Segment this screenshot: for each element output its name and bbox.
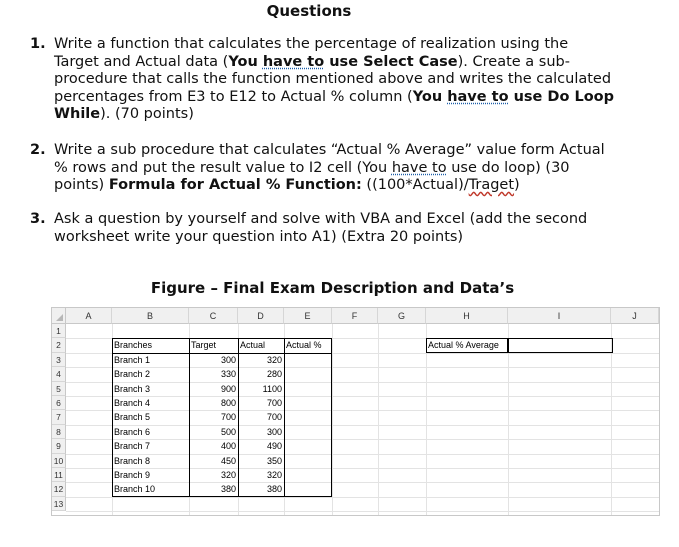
question-text: Ask a question by yourself and solve with VBA and Excel (add the second worksheet write your question into A1) (Extra 20 points) (54, 211, 588, 245)
actual-value-cell[interactable]: 700 (266, 412, 282, 423)
document-title: Questions (266, 2, 352, 20)
actual-value-cell[interactable]: 350 (266, 455, 282, 466)
actual-value-cell[interactable]: 300 (266, 426, 282, 437)
row-header-4[interactable]: 4 (52, 367, 66, 381)
column-header-d[interactable]: D (238, 308, 284, 324)
table-column-border (189, 338, 190, 496)
target-value-cell[interactable]: 330 (220, 369, 236, 380)
row-header-7[interactable]: 7 (52, 410, 66, 424)
gridline (332, 324, 333, 515)
header-cell-actual-percent[interactable]: Actual % (286, 340, 322, 351)
row-header-1[interactable]: 1 (52, 324, 66, 338)
column-header-g[interactable]: G (378, 308, 426, 324)
row-header-6[interactable]: 6 (52, 396, 66, 410)
row-header-12[interactable]: 12 (52, 482, 66, 496)
header-cell-target[interactable]: Target (191, 340, 217, 351)
question-number: 3. (30, 211, 46, 227)
target-value-cell[interactable]: 300 (220, 354, 236, 365)
table-column-border (284, 338, 285, 496)
actual-value-cell[interactable]: 320 (266, 354, 282, 365)
target-value-cell[interactable]: 400 (220, 441, 236, 452)
data-table-border (112, 338, 332, 496)
actual-value-cell[interactable]: 700 (266, 398, 282, 408)
gridline (66, 497, 659, 498)
question-text: Write a sub procedure that calculates “Actual % Average” value form Actual % rows and put the result value to I2 cell (You have to use do loop) (30 points) Formula for Actual % Function: ((100*Actual)/Traget) (54, 142, 605, 193)
branch-name-cell[interactable]: Branch 5 (114, 412, 151, 423)
branch-name-cell[interactable]: Branch 6 (114, 426, 151, 437)
actual-value-cell[interactable]: 490 (266, 441, 282, 452)
target-value-cell[interactable]: 320 (220, 470, 236, 480)
actual-average-label-cell[interactable]: Actual % Average (428, 340, 499, 351)
header-cell-branches[interactable]: Branches (114, 340, 153, 351)
column-header-f[interactable]: F (332, 308, 378, 324)
actual-value-cell[interactable]: 1100 (262, 383, 282, 394)
gridline (66, 511, 659, 512)
question-number: 2. (30, 142, 46, 158)
actual-average-label-border (426, 338, 508, 352)
row-header-2[interactable]: 2 (52, 338, 66, 352)
row-header-13[interactable]: 13 (52, 497, 66, 511)
column-header-j[interactable]: J (611, 308, 659, 324)
branch-name-cell[interactable]: Branch 8 (114, 455, 151, 466)
question-2 (30, 142, 615, 195)
spreadsheet (51, 307, 660, 516)
branch-name-cell[interactable]: Branch 4 (114, 398, 151, 408)
row-header-11[interactable]: 11 (52, 468, 66, 482)
table-header-border (112, 353, 332, 354)
row-header-5[interactable]: 5 (52, 382, 66, 396)
gridline (378, 324, 379, 515)
actual-value-cell[interactable]: 380 (266, 484, 282, 495)
target-value-cell[interactable]: 700 (220, 412, 236, 423)
column-header-b[interactable]: B (112, 308, 189, 324)
column-header-h[interactable]: H (426, 308, 508, 324)
branch-name-cell[interactable]: Branch 10 (114, 484, 156, 495)
column-header-i[interactable]: I (508, 308, 611, 324)
figure-caption: Figure – Final Exam Description and Data’s (150, 279, 515, 297)
branch-name-cell[interactable]: Branch 1 (114, 354, 151, 365)
question-1 (30, 36, 615, 124)
row-header-10[interactable]: 10 (52, 454, 66, 468)
table-column-border (238, 338, 239, 496)
header-cell-actual[interactable]: Actual (240, 340, 266, 351)
branch-name-cell[interactable]: Branch 3 (114, 383, 151, 394)
question-text: Write a function that calculates the percentage of realization using the Target and Actual data (You have to use Select Case). Create a sub-procedure that calls the function mentioned above and writes the calculated percentages from E3 to E12 to Actual % column (You have to use Do Loop While). (70 points) (54, 36, 615, 122)
target-value-cell[interactable]: 800 (220, 398, 236, 408)
question-3 (30, 211, 615, 246)
actual-value-cell[interactable]: 320 (266, 470, 282, 480)
target-value-cell[interactable]: 500 (220, 426, 236, 437)
target-value-cell[interactable]: 450 (220, 455, 236, 466)
row-header-8[interactable]: 8 (52, 425, 66, 439)
row-header-3[interactable]: 3 (52, 353, 66, 367)
question-number: 1. (30, 36, 46, 52)
branch-name-cell[interactable]: Branch 7 (114, 441, 151, 452)
column-header-c[interactable]: C (189, 308, 238, 324)
branch-name-cell[interactable]: Branch 9 (114, 470, 151, 480)
target-value-cell[interactable]: 900 (220, 383, 236, 394)
column-header-e[interactable]: E (284, 308, 332, 324)
actual-value-cell[interactable]: 280 (266, 369, 282, 380)
actual-average-value-cell[interactable] (508, 338, 613, 352)
target-value-cell[interactable]: 380 (220, 484, 236, 495)
column-header-a[interactable]: A (66, 308, 112, 324)
branch-name-cell[interactable]: Branch 2 (114, 369, 151, 380)
row-header-9[interactable]: 9 (52, 439, 66, 453)
select-all-corner[interactable] (52, 308, 66, 324)
